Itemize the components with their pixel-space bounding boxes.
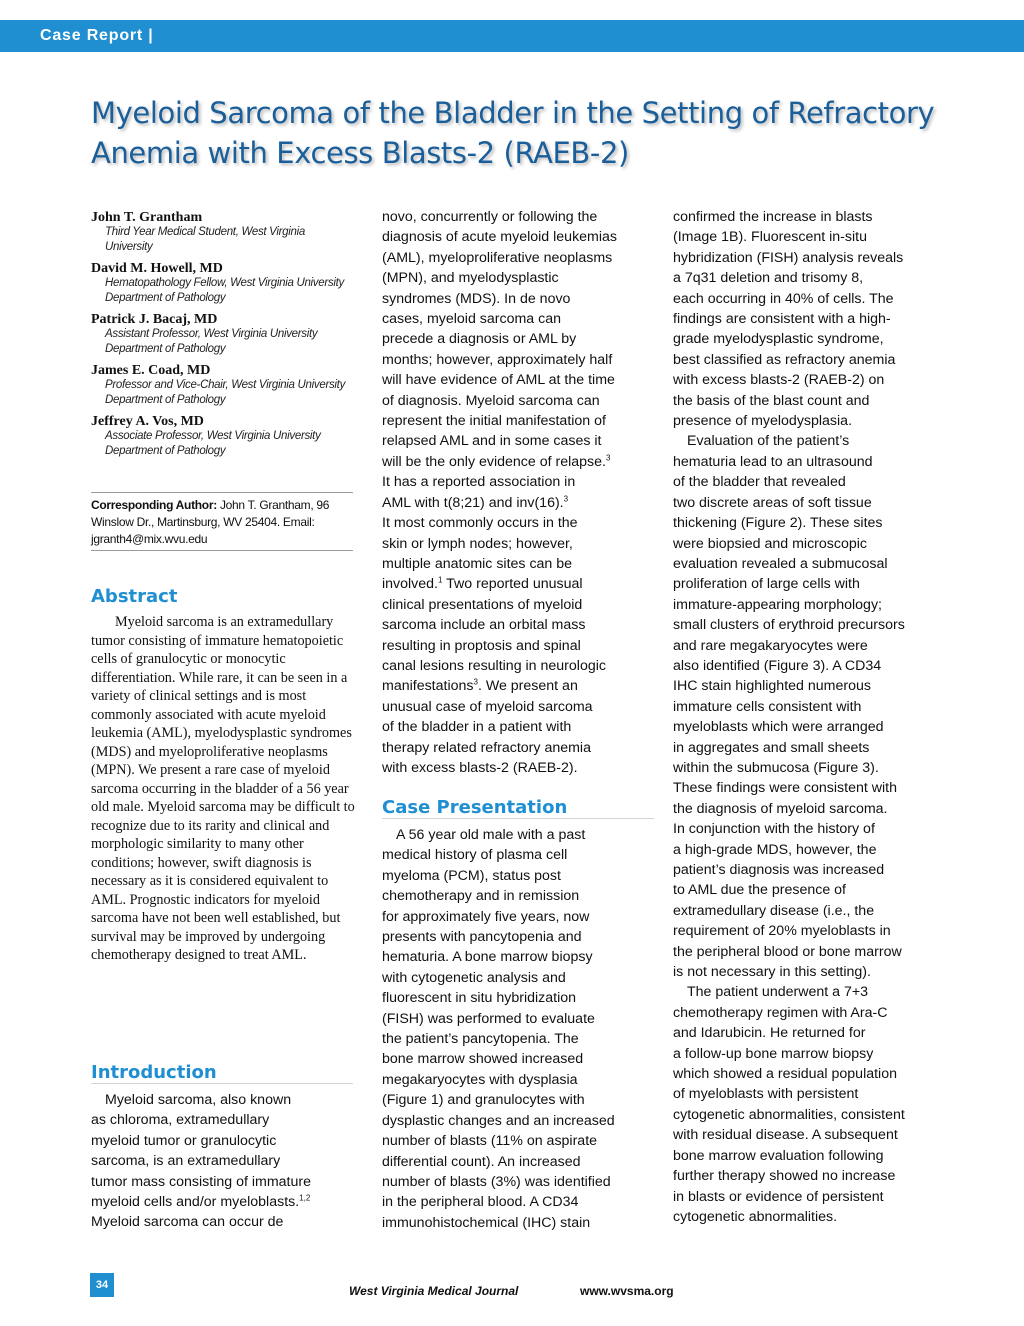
text-line: Evaluation of the patient’s — [687, 433, 850, 450]
section-label: Case Report | — [40, 27, 154, 44]
text-line: a follow-up bone marrow biopsy — [673, 1045, 874, 1062]
case-presentation-text — [382, 825, 652, 1233]
text-line: within the submucosa (Figure 3). — [673, 759, 879, 776]
text-line: The patient underwent a 7+3 — [687, 984, 869, 1001]
text-line: IHC stain highlighted numerous — [673, 678, 871, 695]
divider — [91, 550, 353, 551]
text-line: tumor mass consisting of immature — [91, 1173, 311, 1190]
text-line: presents with pancytopenia and — [382, 929, 582, 946]
text-line: the diagnosis of myeloid sarcoma. — [673, 800, 888, 817]
author-affiliation: Associate Professor, West Virginia University — [105, 430, 321, 442]
text-line: with excess blasts-2 (RAEB-2). — [382, 759, 578, 776]
text-line — [382, 493, 652, 513]
text-line: chemotherapy regimen with Ara-C — [673, 1004, 888, 1021]
author-entry — [91, 312, 353, 357]
text-line: will have evidence of AML at the time — [382, 372, 615, 389]
text-line: diagnosis of acute myeloid leukemias — [382, 229, 618, 246]
text-line — [382, 574, 652, 594]
author-affiliation: Department of Pathology — [105, 292, 226, 304]
author-affiliation: Department of Pathology — [105, 343, 226, 355]
text-line: proliferation of large cells with — [673, 576, 860, 593]
author-affiliation: Professor and Vice-Chair, West Virginia University — [105, 379, 346, 391]
text-line: with excess blasts-2 (RAEB-2) on — [673, 372, 885, 389]
text-line: sarcoma include an orbital mass — [382, 617, 586, 634]
citation: 1 — [438, 575, 443, 585]
text-fragment: AML with t(8;21) and inv(16). — [382, 494, 564, 511]
text-line: resulting in proptosis and spinal — [382, 637, 581, 654]
text-line: bone marrow showed increased — [382, 1051, 584, 1068]
case-heading-block — [382, 796, 654, 819]
text-line: to AML due the presence of — [673, 882, 846, 899]
website-link[interactable]: www.wvsma.org — [580, 1284, 674, 1298]
text-line: of the bladder in a patient with — [382, 719, 572, 736]
text-line — [91, 1192, 356, 1212]
introduction-heading-block — [91, 1061, 353, 1084]
text-line: number of blasts (3%) was identified — [382, 1173, 611, 1190]
text-line: evaluation revealed a submucosal — [673, 555, 888, 572]
text-line: immature cells consistent with — [673, 698, 862, 715]
text-line: (Image 1B). Fluorescent in-situ — [673, 229, 867, 246]
text-line: confirmed the increase in blasts — [673, 209, 873, 225]
text-line — [382, 676, 652, 696]
author-name: John T. Grantham — [91, 210, 203, 225]
text-line: presence of myelodysplasia. — [673, 413, 853, 430]
text-line: further therapy showed no increase — [673, 1168, 896, 1185]
text-line: number of blasts (11% on aspirate — [382, 1133, 598, 1150]
text-line: a 7q31 deletion and trisomy 8, — [673, 270, 864, 287]
text-fragment: myeloid cells and/or myeloblasts. — [91, 1194, 300, 1211]
text-line: a high-grade MDS, however, the — [673, 841, 877, 858]
text-line: sarcoma, is an extramedullary — [91, 1153, 281, 1170]
text-line: In conjunction with the history of — [673, 821, 875, 838]
text-line: These findings were consistent with — [673, 780, 897, 797]
text-line: patient’s diagnosis was increased — [673, 862, 885, 878]
text-line: of myeloblasts with persistent — [673, 1086, 859, 1103]
introduction-text — [91, 1090, 356, 1233]
text-line: clinical presentations of myeloid — [382, 596, 583, 613]
text-line: in aggregates and small sheets — [673, 739, 870, 756]
text-line: myeloma (PCM), status post — [382, 867, 561, 884]
author-list — [91, 204, 353, 459]
author-entry — [91, 363, 353, 408]
text-line: (FISH) was performed to evaluate — [382, 1010, 595, 1027]
text-line: thickening (Figure 2). These sites — [673, 515, 883, 532]
text-line: the peripheral blood or bone marrow — [673, 943, 902, 960]
text-line: cytogenetic abnormalities, consistent — [673, 1106, 905, 1123]
text-line: megakaryocytes with dysplasia — [382, 1071, 578, 1088]
author-entry — [91, 261, 353, 306]
text-line: in the peripheral blood. A CD34 — [382, 1194, 579, 1211]
text-line: of diagnosis. Myeloid sarcoma can — [382, 392, 600, 409]
author-affiliation: Hematopathology Fellow, West Virginia University — [105, 277, 344, 289]
text-line: medical history of plasma cell — [382, 847, 568, 864]
citation: 3 — [563, 493, 569, 503]
text-line: hematuria. A bone marrow biopsy — [382, 949, 593, 966]
corresponding-label: Corresponding Author: — [91, 498, 217, 512]
text-line: cases, myeloid sarcoma can — [382, 311, 561, 328]
abstract-text — [91, 613, 356, 965]
text-line: myeloblasts which were arranged — [673, 719, 884, 736]
text-line: months; however, approximately half — [382, 351, 613, 368]
text-line — [382, 452, 652, 472]
introduction-continued — [382, 207, 652, 778]
author-name: Patrick J. Bacaj, MD — [91, 312, 218, 327]
author-affiliation: Department of Pathology — [105, 394, 226, 406]
text-line: and rare megakaryocytes were — [673, 637, 868, 654]
text-line: represent the initial manifestation of — [382, 413, 606, 430]
text-line: (MPN), and myelodysplastic — [382, 270, 559, 287]
text-line: small clusters of erythroid precursors — [673, 617, 905, 634]
text-fragment: Two reported unusual — [442, 576, 583, 593]
text-line: for approximately five years, now — [382, 908, 590, 925]
text-line: multiple anatomic sites can be — [382, 555, 573, 572]
article-title: Myeloid Sarcoma of the Bladder in the Setting of Refractory Anemia with Excess Blasts-2 (RAEB-2) — [91, 96, 935, 170]
author-name: James E. Coad, MD — [91, 363, 211, 378]
author-affiliation: University — [105, 241, 153, 253]
text-line: extramedullary disease (i.e., the — [673, 902, 875, 919]
text-line: is not necessary in this setting). — [673, 964, 871, 981]
introduction-heading: Introduction — [91, 1062, 217, 1083]
text-line: the basis of the blast count and — [673, 392, 870, 409]
text-fragment: . We present an — [477, 678, 578, 695]
divider — [91, 492, 353, 493]
journal-name: West Virginia Medical Journal — [349, 1284, 519, 1298]
text-line: dysplastic changes and an increased — [382, 1112, 615, 1129]
text-line: two discrete areas of soft tissue — [673, 494, 872, 511]
text-line: chemotherapy and in remission — [382, 888, 580, 905]
text-line: Myeloid sarcoma, also known — [105, 1092, 292, 1108]
section-banner — [0, 20, 1024, 52]
author-affiliation: Assistant Professor, West Virginia University — [105, 328, 318, 340]
author-entry — [91, 414, 353, 459]
text-line: were biopsied and microscopic — [673, 535, 867, 552]
text-line: immature-appearing morphology; — [673, 596, 882, 613]
corresponding-line: John T. Grantham, 96 — [219, 498, 330, 512]
citation: 3 — [473, 677, 478, 687]
text-line: syndromes (MDS). In de novo — [382, 290, 571, 307]
text-line: skin or lymph nodes; however, — [382, 535, 573, 552]
author-affiliation: Department of Pathology — [105, 445, 226, 457]
text-line: novo, concurrently or following the — [382, 209, 598, 225]
citation: 3 — [605, 453, 611, 463]
text-line: with residual disease. A subsequent — [673, 1127, 898, 1144]
abstract-heading: Abstract — [91, 586, 178, 607]
text-line: each occurring in 40% of cells. The — [673, 290, 894, 307]
page-number: 34 — [90, 1273, 114, 1297]
text-line: of the bladder that revealed — [673, 474, 846, 491]
text-line: also identified (Figure 3). A CD34 — [673, 657, 882, 674]
author-name: Jeffrey A. Vos, MD — [91, 414, 204, 429]
text-line: with cytogenetic analysis and — [382, 969, 566, 986]
text-line: hematuria lead to an ultrasound — [673, 453, 873, 470]
text-line: precede a diagnosis or AML by — [382, 331, 577, 348]
text-line: It has a reported association in — [382, 474, 576, 491]
text-line: relapsed AML and in some cases it — [382, 433, 602, 450]
text-line: requirement of 20% myeloblasts in — [673, 923, 891, 940]
text-fragment: manifestations — [382, 678, 474, 695]
text-line: which showed a residual population — [673, 1066, 897, 1083]
text-line: (Figure 1) and granulocytes with — [382, 1092, 585, 1109]
text-line: grade myelodysplastic syndrome, — [673, 331, 884, 348]
text-line: Myeloid sarcoma can occur de — [91, 1214, 284, 1231]
text-line: and Idarubicin. He returned for — [673, 1025, 866, 1042]
author-entry — [91, 210, 353, 255]
text-line: as chloroma, extramedullary — [91, 1112, 270, 1129]
text-line: cytogenetic abnormalities. — [673, 1208, 838, 1225]
text-line: findings are consistent with a high- — [673, 311, 891, 328]
text-line: unusual case of myeloid sarcoma — [382, 698, 593, 715]
text-line: in blasts or evidence of persistent — [673, 1188, 884, 1205]
corresponding-author — [91, 497, 353, 548]
text-line: fluorescent in situ hybridization — [382, 990, 576, 1007]
corresponding-email[interactable]: jgranth4@mix.wvu.edu — [91, 532, 208, 546]
text-fragment: involved. — [382, 576, 438, 593]
text-line: canal lesions resulting in neurologic — [382, 657, 606, 674]
text-line: best classified as refractory anemia — [673, 351, 896, 368]
text-line: bone marrow evaluation following — [673, 1147, 884, 1164]
text-line: immunohistochemical (IHC) stain — [382, 1214, 591, 1231]
author-name: David M. Howell, MD — [91, 261, 223, 276]
text-line: A 56 year old male with a past — [396, 827, 586, 843]
text-line: hybridization (FISH) analysis reveals — [673, 249, 904, 266]
text-fragment: will be the only evidence of relapse. — [382, 453, 606, 470]
corresponding-line: Winslow Dr., Martinsburg, WV 25404. Email: — [91, 515, 315, 529]
abstract-paragraph: Myeloid sarcoma is an extramedullary tumor consisting of immature hematopoietic cells of granulocytic or monocytic differentiation. While rare, it can be seen in a variety of clinical settings and is most commonly associated with acute myeloid leukemia (AML), myelodysplastic syndromes (MDS) and myeloproliferative neoplasms (MPN). We present a rare case of myeloid sarcoma occurring in the bladder of a 56 year old male. Myeloid sarcoma may be difficult to recognize due to its rarity and clinical and morphologic similarity to many other conditions; however, swift diagnosis is necessary as it is considered equivalent to AML. Prognostic indicators for myeloid sarcoma have not been well established, but survival may be improved by undergoing chemotherapy designed to treat AML. — [91, 614, 355, 963]
case-presentation-heading: Case Presentation — [382, 797, 568, 818]
text-line: (AML), myeloproliferative neoplasms — [382, 249, 613, 266]
citation: 1,2 — [299, 1193, 311, 1203]
author-affiliation: Third Year Medical Student, West Virginia — [105, 226, 305, 238]
text-line: differential count). An increased — [382, 1153, 581, 1170]
case-presentation-continued — [673, 207, 963, 1227]
text-line: myeloid tumor or granulocytic — [91, 1132, 277, 1149]
text-line: the patient’s pancytopenia. The — [382, 1031, 579, 1048]
text-line: therapy related refractory anemia — [382, 739, 591, 756]
text-line: It most commonly occurs in the — [382, 515, 578, 532]
